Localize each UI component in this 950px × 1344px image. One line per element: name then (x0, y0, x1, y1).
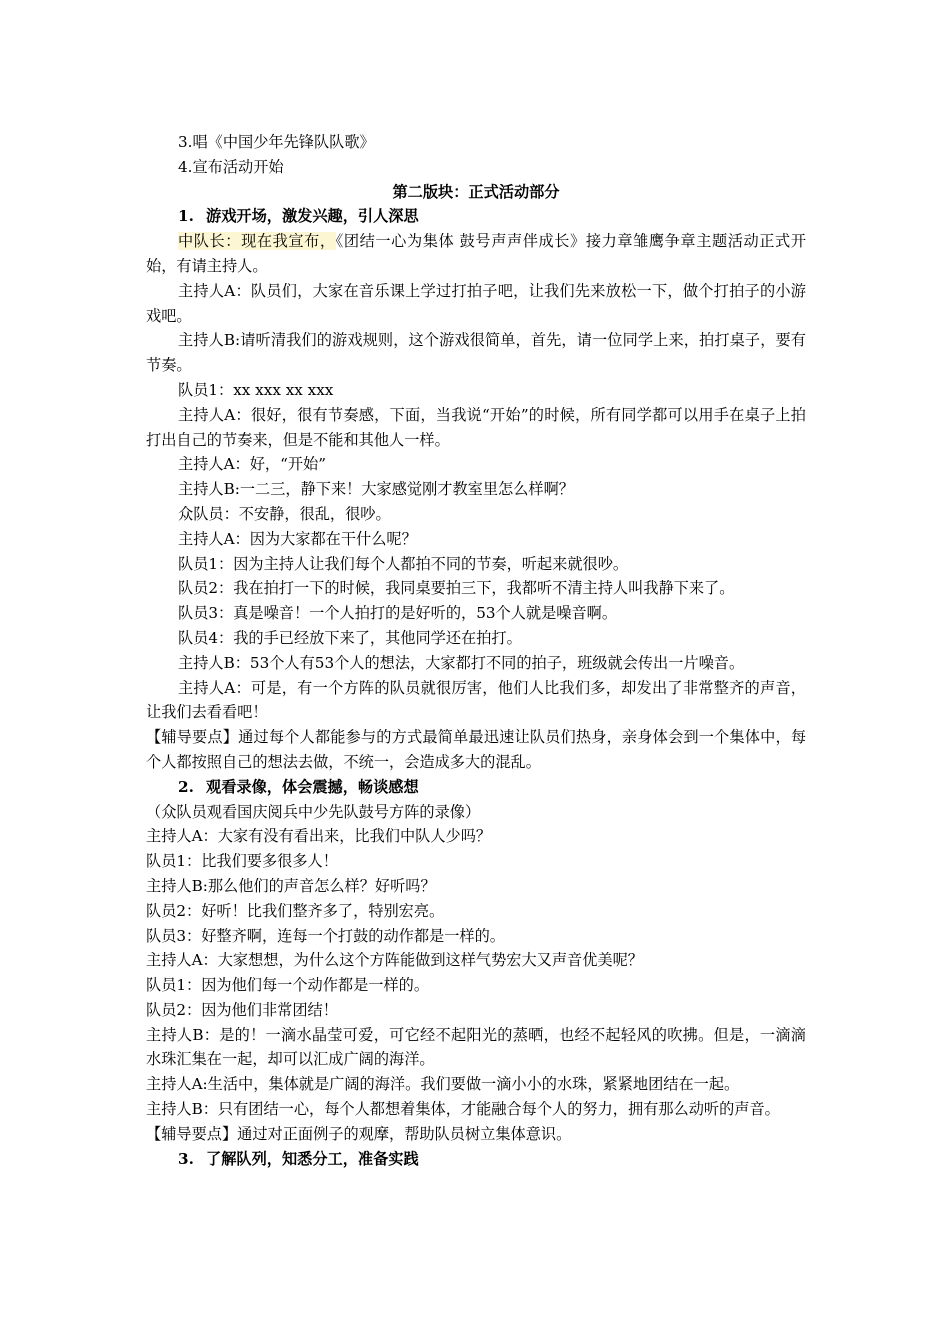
dialogue-line: 主持人A：可是，有一个方阵的队员就很厉害，他们人比我们多，却发出了非常整齐的声音，让我们去看看吧！ (146, 678, 806, 722)
part3-title: 了解队列，知悉分工，准备实践 (206, 1149, 419, 1168)
part1-heading (146, 204, 806, 229)
dialogue-line: 主持人B:请听清我们的游戏规则，这个游戏很简单，首先，请一位同学上来，拍打桌子，要有节奏。 (146, 331, 806, 375)
dialogue-line: 众队员：不安静，很乱，很吵。 (178, 504, 391, 523)
dialogue-line: 队员4：我的手已经放下来了，其他同学还在拍打。 (178, 628, 522, 647)
part3-number: 3. (178, 1149, 194, 1168)
dialogue-line: 主持人A：大家有没有看出来，比我们中队人少吗？ (146, 827, 492, 846)
section-title: 第二版块：正式活动部分 (392, 182, 560, 201)
dialogue-line: 主持人B：53个人有53个人的想法，大家都打不同的拍子，班级就会传出一片噪音。 (178, 653, 745, 672)
intro-item-3: 3.唱《中国少年先锋队队歌》 (178, 133, 375, 151)
dialogue-line: 队员3：好整齐啊，连每一个打鼓的动作都是一样的。 (146, 926, 505, 945)
dialogue-line: 主持人A:生活中，集体就是广阔的海洋。我们要做一滴小小的水珠，紧紧地团结在一起。 (146, 1075, 740, 1094)
part1-title: 游戏开场，激发兴趣，引人深思 (206, 207, 419, 226)
captain-announcement-rest: 《团结一心为集体 鼓号声声伴成长》接力章雏鹰争章主题活动正式开始，有请主持人。 (146, 232, 807, 275)
dialogue-line: 队员1：比我们要多很多人！ (146, 852, 338, 871)
captain-highlight: 中队长：现在我宣布， (178, 232, 336, 251)
dialogue-line: 队员2：我在拍打一下的时候，我同桌要拍三下，我都听不清主持人叫我静下来了。 (178, 579, 735, 598)
part3-heading (146, 1147, 806, 1172)
guide-note: 【辅导要点】通过对正面例子的观摩，帮助队员树立集体意识。 (146, 1124, 572, 1143)
video-note: （众队员观看国庆阅兵中少先队鼓号方阵的录像） (146, 802, 481, 821)
part1-number: 1. (178, 207, 194, 226)
part2-title: 观看录像，体会震撼，畅谈感想 (206, 777, 419, 796)
dialogue-line: 主持人A：队员们，大家在音乐课上学过打拍子吧，让我们先来放松一下，做个打拍子的小游戏吧。 (146, 281, 806, 325)
captain-announcement (146, 229, 806, 279)
part2-number: 2. (178, 777, 194, 796)
dialogue-line: 主持人B：只有团结一心，每个人都想着集体，才能融合每个人的努力，拥有那么动听的声音。 (146, 1100, 780, 1119)
dialogue-line: 队员3：真是噪音！一个人拍打的是好听的，53个人就是噪音啊。 (178, 604, 618, 623)
part2-heading (146, 775, 806, 800)
dialogue-line: 队员2：因为他们非常团结！ (146, 1000, 338, 1019)
dialogue-line: 队员1：因为他们每一个动作都是一样的。 (146, 976, 430, 995)
document-page (146, 130, 806, 1171)
dialogue-line: 主持人B:一二三，静下来！大家感觉刚才教室里怎么样啊？ (178, 480, 574, 499)
dialogue-line: 主持人A：因为大家都在干什么呢？ (178, 529, 417, 548)
dialogue-line: 主持人A：好，“开始” (178, 455, 326, 474)
dialogue-line: 队员1：xx xxx xx xxx (178, 380, 334, 399)
guide-note: 【辅导要点】通过每个人都能参与的方式最简单最迅速让队员们热身，亲身体会到一个集体中，每个人都按照自己的想法去做，不统一，会造成多大的混乱。 (146, 728, 806, 771)
dialogue-line: 队员2：好听！比我们整齐多了，特别宏亮。 (146, 901, 445, 920)
intro-item-4: 4.宣布活动开始 (178, 157, 284, 176)
dialogue-line: 主持人A：大家想想，为什么这个方阵能做到这样气势宏大又声音优美呢？ (146, 951, 643, 970)
dialogue-line: 主持人B：是的！一滴水晶莹可爱，可它经不起阳光的蒸晒，也经不起轻风的吹拂。但是，一滴滴水珠汇集在一起，却可以汇成广阔的海洋。 (146, 1025, 806, 1069)
dialogue-line: 队员1：因为主持人让我们每个人都拍不同的节奏，听起来就很吵。 (178, 554, 629, 573)
dialogue-line: 主持人B:那么他们的声音怎么样？好听吗？ (146, 876, 436, 895)
dialogue-line: 主持人A：很好，很有节奏感，下面，当我说“开始”的时候，所有同学都可以用手在桌子上拍打出自己的节奏来，但是不能和其他人一样。 (146, 405, 806, 449)
